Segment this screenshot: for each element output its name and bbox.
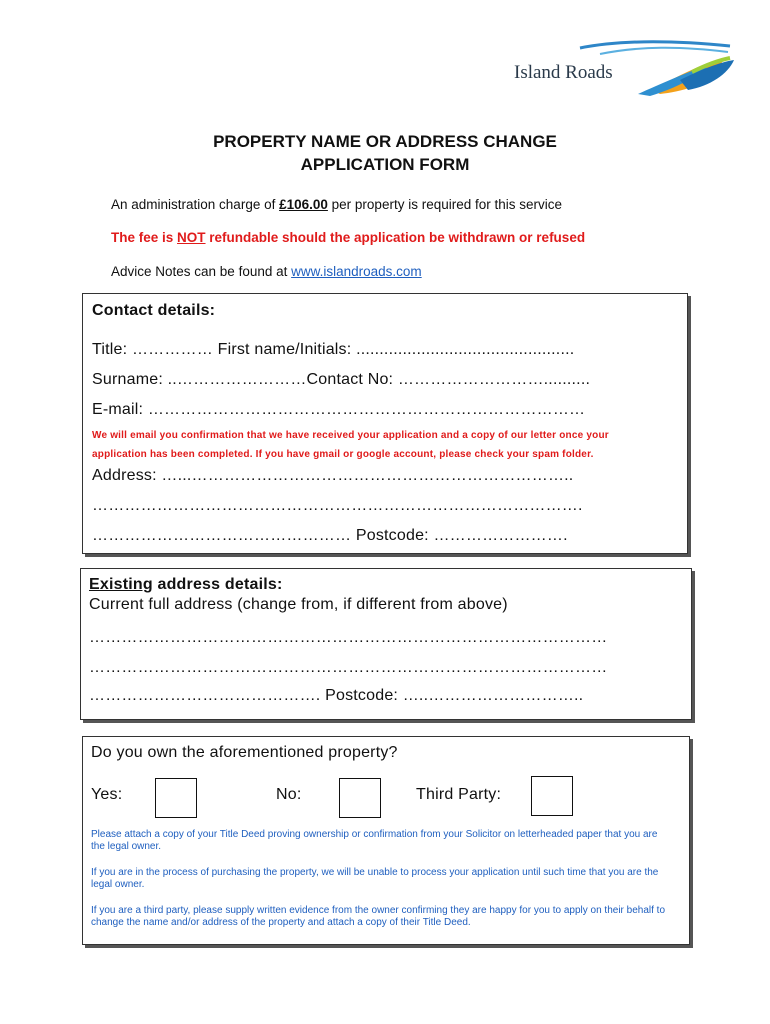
existing-subheading: Current full address (change from, if different from above) <box>89 596 508 613</box>
existing-heading-underlined: Existing <box>89 576 153 593</box>
address-label: Address: <box>92 467 157 484</box>
charge-amount: £106.00 <box>279 197 328 212</box>
existing-heading <box>89 576 283 594</box>
address-field-line1[interactable]: …...…………………………………………………………….. <box>161 467 574 484</box>
existing-address-line3[interactable]: ……………………………………. <box>89 687 321 704</box>
surname-label: Surname: <box>92 371 163 388</box>
yes-label: Yes: <box>91 786 123 803</box>
firstname-field[interactable]: ............................................... <box>356 341 575 358</box>
fee-prefix: The fee is <box>111 230 178 245</box>
email-notice-line1: We will email you confirmation that we have received your application and a copy of our letter once your <box>92 430 609 441</box>
yes-checkbox[interactable] <box>155 778 197 818</box>
surname-field[interactable]: ..…………………… <box>167 371 307 388</box>
address-row <box>92 467 573 485</box>
logo-wordmark: Island Roads <box>514 62 613 83</box>
form-title-line2: APPLICATION FORM <box>300 155 470 174</box>
third-party-label: Third Party: <box>416 786 502 803</box>
contact-heading: Contact details: <box>92 302 216 319</box>
existing-postcode-label: Postcode: <box>325 687 399 704</box>
title-deed-note: Please attach a copy of your Title Deed proving ownership or confirmation from your Solicitor on letterheaded paper that you are the legal owner. <box>91 829 658 852</box>
address-postcode-row <box>92 527 568 545</box>
postcode-label: Postcode: <box>355 527 429 544</box>
surname-row <box>92 371 590 389</box>
address-field-line2[interactable]: ………………………………………………………………………………. <box>92 497 583 514</box>
third-party-note: If you are a third party, please supply written evidence from the owner confirming they are happy for you to apply on their behalf to change the name and/or address of the property and attach a copy of their Title Deed. <box>91 905 666 928</box>
existing-heading-rest: address details: <box>152 576 283 593</box>
advice-link[interactable]: www.islandroads.com <box>291 264 422 279</box>
address-field-line3[interactable]: ………………………………………… <box>92 527 352 544</box>
existing-postcode-row <box>89 687 583 705</box>
no-checkbox[interactable] <box>339 778 381 818</box>
refund-warning <box>111 230 585 245</box>
email-label: E-mail: <box>92 401 144 418</box>
fee-suffix: refundable should the application be withdrawn or refused <box>205 230 586 245</box>
purchasing-note: If you are in the process of purchasing the property, we will be unable to process your application until such time that you are the legal owner. <box>91 867 659 890</box>
advice-prefix: Advice Notes can be found at <box>111 264 292 279</box>
no-label: No: <box>276 786 302 803</box>
contact-no-label: Contact No: <box>306 371 394 388</box>
email-row <box>92 401 585 419</box>
firstname-label: First name/Initials: <box>217 341 352 358</box>
fee-not: NOT <box>177 230 206 245</box>
title-field[interactable]: …………… <box>131 341 213 358</box>
title-row <box>92 341 574 359</box>
advice-notes-text <box>111 264 422 279</box>
contact-no-field[interactable]: ……………………….......... <box>397 371 591 388</box>
existing-postcode-field[interactable]: …..……………………….. <box>402 687 584 704</box>
title-label: Title: <box>92 341 128 358</box>
postcode-field[interactable]: ……………………. <box>433 527 568 544</box>
charge-prefix: An administration charge of <box>111 197 280 212</box>
email-notice-line2: application has been completed. If you have gmail or google account, please check your spam folder. <box>92 449 594 460</box>
third-party-checkbox[interactable] <box>531 776 573 816</box>
ownership-question: Do you own the aforementioned property? <box>91 744 398 761</box>
form-title-line1: PROPERTY NAME OR ADDRESS CHANGE <box>213 132 557 151</box>
admin-charge-text <box>111 197 562 212</box>
existing-address-line2[interactable]: …………………………………………………………………………………… <box>89 659 608 676</box>
email-field[interactable]: ……………………………………………………………………… <box>147 401 586 418</box>
existing-address-line1[interactable]: …………………………………………………………………………………… <box>89 629 608 646</box>
charge-suffix: per property is required for this service <box>327 197 563 212</box>
